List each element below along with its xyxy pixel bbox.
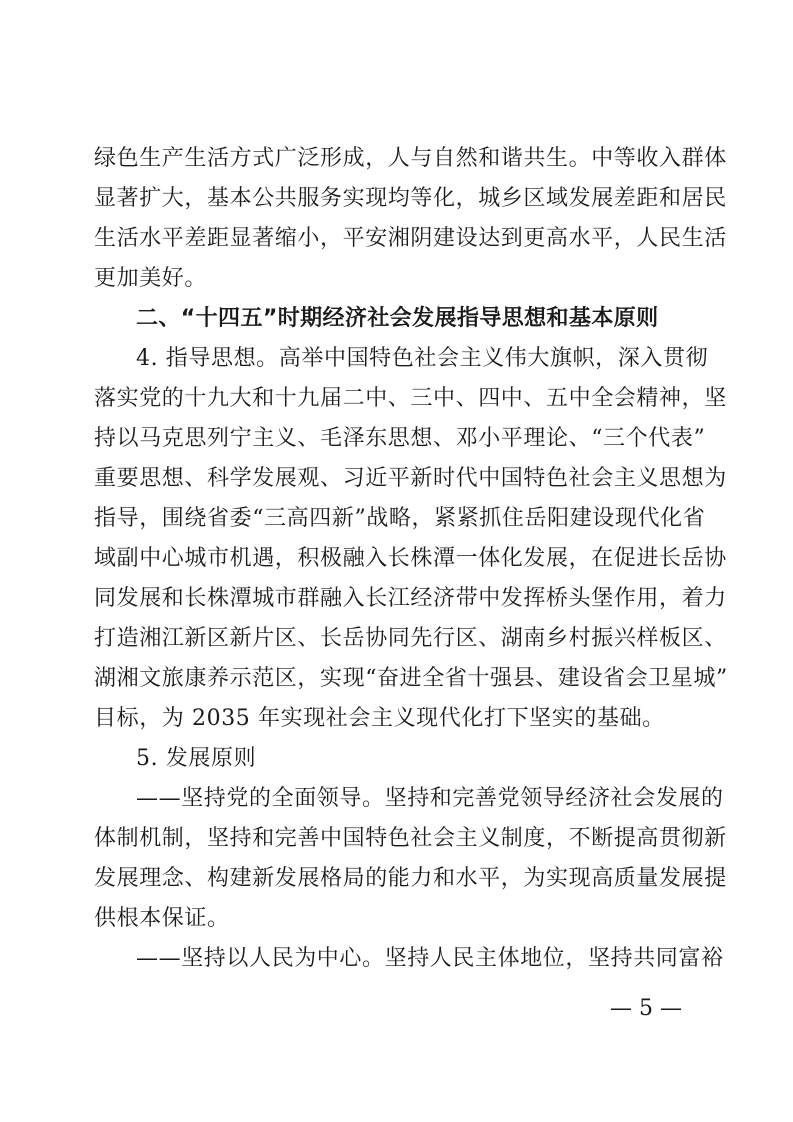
paragraph-line: 更加美好。 xyxy=(94,266,208,291)
section-heading: 二、“十四五”时期经济社会发展指导思想和基本原则 xyxy=(136,306,659,331)
paragraph-line: 落实党的十九大和十九届二中、三中、四中、五中全会精神，坚 xyxy=(94,386,727,411)
paragraph-line: 湖湘文旅康养示范区，实现“奋进全省十强县、建设省会卫星城” xyxy=(94,666,728,691)
paragraph-line: 体制机制，坚持和完善中国特色社会主义制度，不断提高贯彻新 xyxy=(94,826,727,851)
paragraph-line: 目标，为 2035 年实现社会主义现代化打下坚实的基础。 xyxy=(94,706,665,731)
paragraph-line: 持以马克思列宁主义、毛泽东思想、邓小平理论、“三个代表” xyxy=(94,426,706,451)
paragraph-line: 供根本保证。 xyxy=(94,906,230,931)
paragraph-line: 指导，围绕省委“三高四新”战略，紧紧抓住岳阳建设现代化省 xyxy=(94,506,706,531)
paragraph-line: ——坚持党的全面领导。坚持和完善党领导经济社会发展的 xyxy=(136,786,724,811)
subsection-title: 5. 发展原则 xyxy=(136,746,257,771)
paragraph-line: ——坚持以人民为中心。坚持人民主体地位，坚持共同富裕 xyxy=(136,946,724,971)
paragraph-line: 显著扩大，基本公共服务实现均等化，城乡区域发展差距和居民 xyxy=(94,186,727,211)
paragraph-line: 绿色生产生活方式广泛形成，人与自然和谐共生。中等收入群体 xyxy=(94,146,727,171)
paragraph-line: 同发展和长株潭城市群融入长江经济带中发挥桥头堡作用，着力 xyxy=(94,586,727,611)
paragraph-line: 域副中心城市机遇，积极融入长株潭一体化发展，在促进长岳协 xyxy=(94,546,727,571)
paragraph-line: 打造湘江新区新片区、长岳协同先行区、湖南乡村振兴样板区、 xyxy=(94,626,727,651)
paragraph-line: 重要思想、科学发展观、习近平新时代中国特色社会主义思想为 xyxy=(94,466,727,491)
paragraph-line: 4. 指导思想。高举中国特色社会主义伟大旗帜，深入贯彻 xyxy=(136,346,709,371)
paragraph-line: 生活水平差距显著缩小，平安湘阴建设达到更高水平，人民生活 xyxy=(94,226,727,251)
paragraph-line: 发展理念、构建新发展格局的能力和水平，为实现高质量发展提 xyxy=(94,866,727,891)
page-number: — 5 — xyxy=(610,996,682,1021)
